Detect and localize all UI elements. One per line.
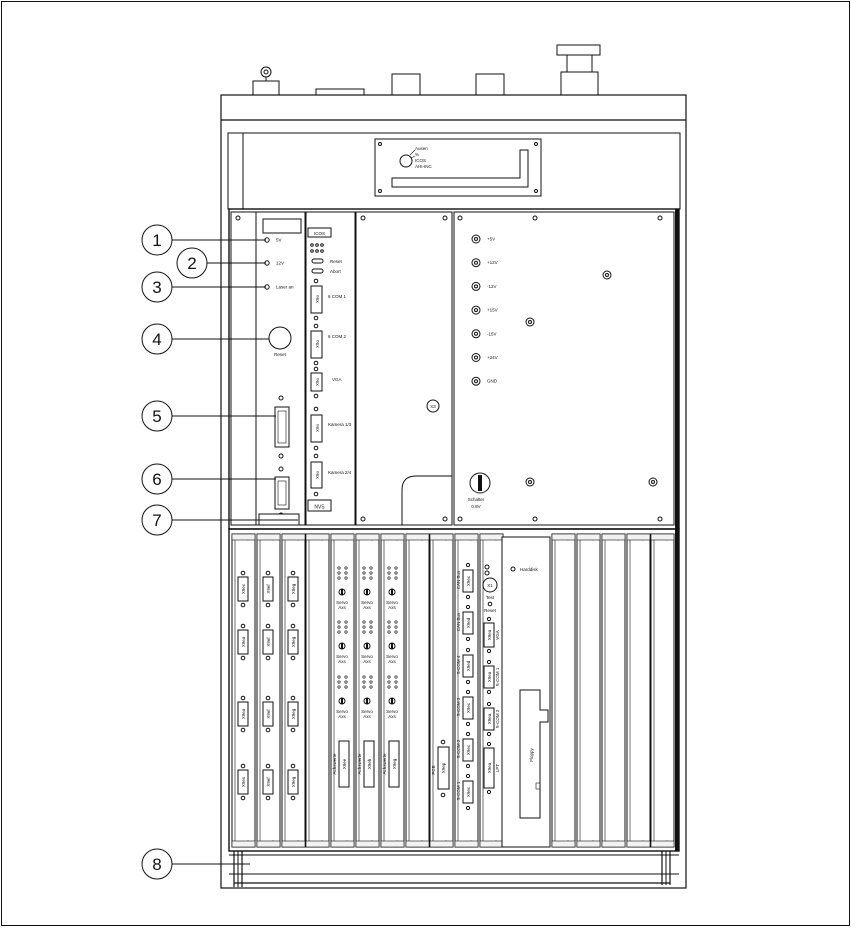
top-gland-1 (392, 74, 420, 95)
power-panel (454, 212, 674, 525)
callout-1 (142, 225, 172, 255)
can-label: S-COM 2 (456, 739, 461, 759)
emergency-stop-cap (557, 45, 600, 55)
servo-label: Axs (388, 605, 396, 610)
servo-label: Servo (361, 654, 373, 659)
power-output-label: GND (487, 378, 497, 384)
io-panel (306, 212, 355, 525)
pcb-label: PCB (431, 765, 436, 775)
cpu-label: LPT (495, 763, 500, 773)
card-slot-16 (651, 534, 674, 847)
io-reset-button[interactable] (312, 259, 323, 263)
svg-text:Kamera 2/4: Kamera 2/4 (328, 470, 352, 475)
can-label: S-COM 3 (456, 697, 461, 717)
axis-connector-label: X9ea (241, 636, 246, 648)
svg-text:X9o: X9o (315, 423, 320, 433)
rack-rail-right (675, 209, 679, 529)
power-jack (472, 282, 480, 290)
axis-connector-label: X9ef (266, 637, 271, 647)
cpu-connector: X9ea (487, 713, 492, 725)
svg-text:6: 6 (152, 470, 162, 489)
card-slot-15 (627, 534, 650, 847)
emergency-stop-base (561, 72, 598, 95)
can-connector: X9ec (466, 744, 471, 756)
cpu-label: S-COM 2 (495, 709, 500, 729)
servo-label: Servo (336, 654, 348, 659)
callout-3 (142, 272, 172, 302)
power-jack (472, 235, 480, 243)
servo-label: Axs (388, 714, 396, 719)
center-panel (356, 212, 452, 525)
servo-label: Axs (363, 659, 371, 664)
power-switch-sub: 0.8V (471, 504, 481, 509)
svg-text:X9o: X9o (315, 294, 320, 304)
sub-d-connector-upper (275, 407, 289, 447)
axis-connector-label: X9eg (291, 636, 296, 648)
cabinet-plinth (229, 851, 679, 887)
servo-bottom-connector: X9eg (392, 758, 397, 770)
sub-d-connector-lower (275, 477, 289, 509)
card-slot-13 (577, 534, 600, 847)
servo-label: Servo (361, 600, 373, 605)
can-connector: X9ec (466, 702, 471, 714)
svg-text:8: 8 (152, 855, 162, 874)
servo-label: Axs (363, 714, 371, 719)
can-connector: X9ec (466, 575, 471, 587)
axis-connector-label: X9ec (241, 583, 246, 595)
servo-label: Axs (363, 605, 371, 610)
card-slot-5 (331, 534, 354, 847)
cpu-connector: X9ea (487, 629, 492, 641)
power-jack (472, 259, 480, 267)
power-output-label: +15V (487, 307, 498, 313)
reset-button-label: Reset (274, 352, 286, 357)
led-laser-label: Laser an (276, 284, 294, 290)
axis-connector-label: X9eg (291, 708, 296, 720)
can-label: S-COM 1 (456, 781, 461, 801)
power-output-label: -12V (487, 283, 497, 289)
pcb-connector: X9ep (441, 762, 446, 774)
cpu-label: Reset (484, 608, 496, 613)
floppy-label: Floppy (529, 748, 534, 762)
servo-bottom-label: Achswerte (382, 753, 387, 775)
reset-button[interactable] (269, 327, 291, 349)
svg-text:X9o: X9o (315, 339, 320, 349)
svg-text:5: 5 (152, 407, 162, 426)
callout-5 (142, 401, 172, 431)
can-label: S-COM 4 (456, 655, 461, 675)
card-slot-14 (602, 534, 625, 847)
servo-label: Axs (338, 714, 346, 719)
axis-connector-label: X9ef (266, 777, 271, 787)
power-output-label: +5V (487, 236, 496, 242)
callouts (142, 225, 207, 879)
servo-label: Servo (361, 709, 373, 714)
led-12v-label: 12V (276, 260, 285, 266)
power-output-label: -15V (487, 331, 497, 337)
harddisk-led (511, 567, 515, 571)
servo-label: Servo (386, 709, 398, 714)
servo-label: Axs (338, 659, 346, 664)
harddisk-label: Harddisk (520, 567, 538, 572)
svg-text:X9o: X9o (315, 470, 320, 480)
card-slot-8 (406, 534, 429, 847)
callout-8 (142, 849, 172, 879)
callout-6 (142, 464, 172, 494)
center-connector-label: X3 (430, 404, 436, 409)
svg-text:4: 4 (152, 330, 162, 349)
callout-7 (142, 505, 172, 535)
servo-bottom-label: Achswerte (332, 753, 337, 775)
antenna-knob (261, 67, 271, 77)
callout-4 (142, 324, 172, 354)
io-abort-button[interactable] (312, 269, 323, 273)
led-5v-label: 5V (276, 237, 282, 243)
antenna-base (253, 81, 279, 95)
servo-label: Axs (338, 605, 346, 610)
axis-connector-label: X9ef (266, 584, 271, 594)
svg-text:X9o: X9o (315, 377, 320, 387)
card-slot-4 (306, 534, 329, 847)
svg-text:1: 1 (152, 231, 162, 250)
power-output-label: +24V (487, 355, 498, 360)
svg-text:VGA: VGA (332, 377, 342, 382)
top-plate (375, 139, 541, 196)
top-fittings (253, 45, 600, 95)
top-gland-2 (476, 74, 504, 95)
axis-connector-label: X9eg (291, 776, 296, 788)
top-vent (316, 89, 364, 95)
svg-text:Kamera 1/3: Kamera 1/3 (328, 422, 352, 427)
power-switch-label: Schalter (467, 497, 485, 502)
plate-line-1: Ausen (415, 146, 428, 151)
cpu-label: S-COM 1 (495, 667, 500, 687)
axis-connector-label: X9eg (291, 583, 296, 595)
servo-label: Axs (388, 659, 396, 664)
card-slot-6 (356, 534, 379, 847)
power-jack (472, 377, 480, 385)
svg-text:2: 2 (187, 254, 197, 273)
can-connector: X9ed (466, 617, 471, 629)
svg-text:7: 7 (152, 511, 162, 530)
servo-bottom-connector: X9eh (367, 758, 372, 770)
svg-text:6 COM 2: 6 COM 2 (328, 334, 347, 339)
power-jack (472, 330, 480, 338)
cpu-connector: X9ea (487, 762, 492, 774)
can-label: CAN Bus (456, 570, 461, 590)
can-label: CAN Bus (456, 612, 461, 632)
servo-label: Servo (336, 600, 348, 605)
plate-line-4: AHI-INC (415, 164, 432, 169)
io-header: ICOS (313, 231, 326, 236)
servo-bottom-connector: X9ee (342, 758, 347, 770)
plate-line-2: % (415, 152, 420, 157)
io-footer: NVS (314, 504, 325, 511)
callout-2 (177, 248, 207, 278)
card-slot-12 (552, 534, 575, 847)
drive-panel (502, 537, 550, 847)
cpu-panel (231, 212, 305, 525)
card-slot-9 (430, 534, 453, 847)
servo-label: Servo (386, 600, 398, 605)
axis-connector-label: X9es (241, 776, 246, 788)
plate-line-3: ICOS (415, 158, 427, 163)
power-jack (472, 306, 480, 314)
power-jack (472, 354, 480, 362)
cpu-label: VGA (495, 630, 500, 640)
can-connector: X9ed (466, 660, 471, 672)
svg-text:6 COM 1: 6 COM 1 (328, 294, 347, 299)
axis-connector-label: X9ea (241, 708, 246, 720)
power-output-label: +12V (487, 260, 498, 266)
can-connector: X9ec (466, 786, 471, 798)
display-window (263, 219, 301, 233)
io-reset-label: Reset (330, 259, 342, 264)
test-button-label: X1 (487, 583, 493, 588)
servo-label: Servo (336, 709, 348, 714)
lower-card-slots (232, 534, 674, 847)
cpu-connector: X9ea (487, 671, 492, 683)
card-slot-7 (381, 534, 404, 847)
servo-bottom-label: Achswerte (357, 753, 362, 775)
servo-label: Servo (386, 654, 398, 659)
io-abort-label: Abort (330, 269, 341, 274)
axis-connector-label: X9ef (266, 709, 271, 719)
cpu-label: Test (485, 595, 495, 600)
svg-text:3: 3 (152, 278, 162, 297)
